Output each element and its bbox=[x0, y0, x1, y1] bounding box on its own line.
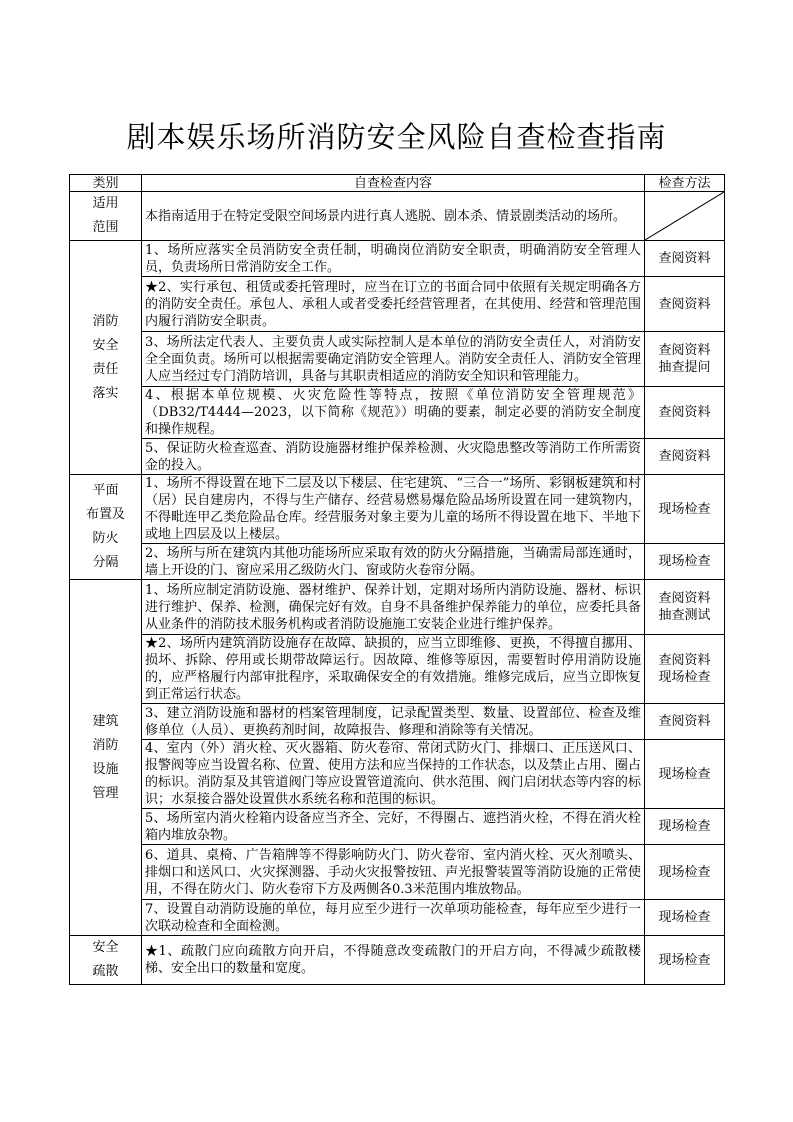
check-method-cell bbox=[645, 475, 725, 544]
diagonal-slash-icon bbox=[645, 192, 724, 240]
check-item-text: 本指南适用于在特定受限空间场景内进行真人逃脱、剧本杀、情景剧类活动的场所。 bbox=[142, 192, 645, 241]
check-method-cell bbox=[645, 387, 725, 439]
check-method-label: 查阅资料 bbox=[658, 449, 711, 464]
table-row bbox=[70, 439, 725, 475]
check-item-text: 2、场所与所在建筑内其他功能场所应采取有效的防火分隔措施，当确需局部连通时，墙上开设的门、窗应采用乙级防火门、窗或防火卷帘分隔。 bbox=[142, 544, 645, 580]
table-row bbox=[70, 544, 725, 580]
checklist-table bbox=[69, 174, 725, 985]
category-label-line: 管理 bbox=[92, 785, 119, 801]
check-method-cell bbox=[645, 544, 725, 580]
check-method-cell bbox=[645, 439, 725, 475]
table-row bbox=[70, 387, 725, 439]
check-method-cell bbox=[645, 740, 725, 809]
category-label-line: 适用 bbox=[92, 196, 119, 211]
category-label-line: 分隔 bbox=[92, 555, 119, 570]
category-label-line: 责任 bbox=[92, 361, 119, 377]
table-row bbox=[70, 936, 725, 985]
category-label-line: 落实 bbox=[92, 385, 119, 401]
table-row bbox=[70, 845, 725, 900]
check-method-label: 现场检查 bbox=[658, 501, 711, 517]
table-row bbox=[70, 475, 725, 544]
category-cell bbox=[70, 475, 142, 580]
category-label-line: 布置及 bbox=[85, 507, 125, 522]
check-method-cell bbox=[645, 277, 725, 332]
check-item-text: ★2、场所内建筑消防设施存在故障、缺损的，应当立即维修、更换，不得擅自挪用、损坏、拆除、停用或长期带故障运行。因故障、维修等原因，需要暂时停用消防设施的，应严格履行内部审批程序，采取确保安全的有效措施。维修完成后，应当立即恢复到正常运行状态。 bbox=[142, 635, 645, 704]
category-cell bbox=[70, 241, 142, 475]
header-category: 类别 bbox=[70, 175, 142, 192]
table-row bbox=[70, 704, 725, 740]
method-not-applicable-cell bbox=[645, 192, 725, 241]
check-item-text: 4、根据本单位规模、火灾危险性等特点，按照《单位消防安全管理规范》（DB32/T4444—2023，以下简称《规范》）明确的要素，制定必要的消防安全制度和操作规程。 bbox=[142, 387, 645, 439]
category-cell bbox=[70, 192, 142, 241]
check-item-text: 7、设置自动消防设施的单位，每月应至少进行一次单项功能检查，每年应至少进行一次联动检查和全面检测。 bbox=[142, 900, 645, 936]
check-method-label: 现场检查 bbox=[658, 670, 711, 685]
check-item-text: 4、室内（外）消火栓、灭火器箱、防火卷帘、常闭式防火门、排烟口、正压送风口、报警阀等应当设置名称、位置、使用方法和应当保持的工作状态，以及禁止占用、圈占的标识。消防泵及其管道阀门等应设置管道流向、供水范围、阀门启闭状态等内容的标识；水泵接合器处设置供水系统名称和范围的标识。 bbox=[142, 740, 645, 809]
category-label-line: 建筑 bbox=[92, 713, 119, 729]
check-method-label: 查阅资料 bbox=[658, 251, 711, 266]
check-method-cell bbox=[645, 845, 725, 900]
check-item-text: 1、场所应制定消防设施、器材维护、保养计划，定期对场所内消防设施、器材、标识进行维护、保养、检测，确保完好有效。自身不具备维护保养能力的单位，应委托具备从业条件的消防技术服务机构或者消防设施施工安装企业进行维护保养。 bbox=[142, 580, 645, 635]
check-method-label: 现场检查 bbox=[658, 766, 711, 782]
table-row bbox=[70, 332, 725, 387]
table-header-row bbox=[70, 175, 725, 192]
category-cell bbox=[70, 580, 142, 936]
table-row bbox=[70, 192, 725, 241]
check-method-label: 现场检查 bbox=[658, 864, 711, 880]
check-method-label: 抽查提问 bbox=[658, 360, 711, 375]
check-method-label: 查阅资料 bbox=[658, 714, 711, 729]
check-method-cell bbox=[645, 580, 725, 635]
table-row bbox=[70, 241, 725, 277]
category-label-line: 平面 bbox=[92, 483, 119, 498]
check-method-label: 抽查测试 bbox=[658, 608, 711, 623]
check-item-text: 6、道具、桌椅、广告箱牌等不得影响防火门、防火卷帘、室内消火栓、灭火剂喷头、排烟口和送风口、火灾探测器、手动火灾报警按钮、声光报警装置等消防设施的正常使用，不得在防火门、防火卷帘下方及两侧各0.3米范围内堆放物品。 bbox=[142, 845, 645, 900]
check-method-cell bbox=[645, 936, 725, 985]
check-method-cell bbox=[645, 332, 725, 387]
check-item-text: 3、建立消防设施和器材的档案管理制度，记录配置类型、数量、设置部位、检查及维修单位（人员）、更换药剂时间，故障报告、修理和消除等有关情况。 bbox=[142, 704, 645, 740]
category-label-line: 疏散 bbox=[92, 964, 119, 979]
check-item-text: 1、场所应落实全员消防安全责任制，明确岗位消防安全职责，明确消防安全管理人员，负责场所日常消防安全工作。 bbox=[142, 241, 645, 277]
header-method: 检查方法 bbox=[645, 175, 725, 192]
check-method-label: 现场检查 bbox=[658, 952, 711, 968]
category-label-line: 安全 bbox=[92, 940, 119, 955]
check-method-cell bbox=[645, 900, 725, 936]
category-label-line: 安全 bbox=[92, 337, 119, 353]
check-method-label: 查阅资料 bbox=[658, 405, 711, 420]
table-row bbox=[70, 809, 725, 845]
table-row bbox=[70, 635, 725, 704]
check-method-label: 现场检查 bbox=[658, 910, 711, 925]
category-label-line: 设施 bbox=[92, 761, 119, 777]
table-row bbox=[70, 740, 725, 809]
check-method-label: 现场检查 bbox=[658, 819, 711, 834]
document-title: 剧本娱乐场所消防安全风险自查检查指南 bbox=[126, 120, 667, 154]
category-label-line: 防火 bbox=[92, 531, 119, 546]
check-method-cell bbox=[645, 704, 725, 740]
check-item-text: 5、保证防火检查巡查、消防设施器材维护保养检测、火灾隐患整改等消防工作所需资金的投入。 bbox=[142, 439, 645, 475]
category-label-line: 范围 bbox=[92, 220, 119, 235]
table-body bbox=[70, 192, 725, 985]
header-content: 自查检查内容 bbox=[142, 175, 645, 192]
table-row bbox=[70, 277, 725, 332]
category-cell bbox=[70, 936, 142, 985]
check-item-text: ★1、疏散门应向疏散方向开启，不得随意改变疏散门的开启方向，不得减少疏散楼梯、安全出口的数量和宽度。 bbox=[142, 936, 645, 985]
category-label-line: 消防 bbox=[92, 737, 119, 753]
check-item-text: 5、场所室内消火栓箱内设备应当齐全、完好，不得圈占、遮挡消火栓，不得在消火栓箱内堆放杂物。 bbox=[142, 809, 645, 845]
check-method-cell bbox=[645, 635, 725, 704]
check-method-label: 查阅资料 bbox=[658, 343, 711, 358]
table-row bbox=[70, 900, 725, 936]
check-item-text: 3、场所法定代表人、主要负责人或实际控制人是本单位的消防安全责任人，对消防安全全面负责。场所可以根据需要确定消防安全管理人。消防安全责任人、消防安全管理人应当经过专门消防培训，具备与其职责相适应的消防安全知识和管理能力。 bbox=[142, 332, 645, 387]
check-method-label: 查阅资料 bbox=[658, 653, 711, 668]
check-method-label: 查阅资料 bbox=[658, 591, 711, 606]
table-row bbox=[70, 580, 725, 635]
check-item-text: ★2、实行承包、租赁或委托管理时，应当在订立的书面合同中依照有关规定明确各方的消防安全责任。承包人、承租人或者受委托经营管理者，在其使用、经营和管理范围内履行消防安全职责。 bbox=[142, 277, 645, 332]
check-method-label: 现场检查 bbox=[658, 554, 711, 569]
check-method-cell bbox=[645, 809, 725, 845]
check-method-cell bbox=[645, 241, 725, 277]
check-method-label: 查阅资料 bbox=[658, 296, 711, 312]
category-label-line: 消防 bbox=[92, 313, 119, 329]
check-item-text: 1、场所不得设置在地下二层及以下楼层、住宅建筑、“三合一”场所、彩钢板建筑和村（居）民自建房内，不得与生产储存、经营易燃易爆危险品场所设置在同一建筑物内，不得毗连甲乙类危险品仓库。经营服务对象主要为儿童的场所不得设置在地下、半地下或地上四层及以上楼层。 bbox=[142, 475, 645, 544]
